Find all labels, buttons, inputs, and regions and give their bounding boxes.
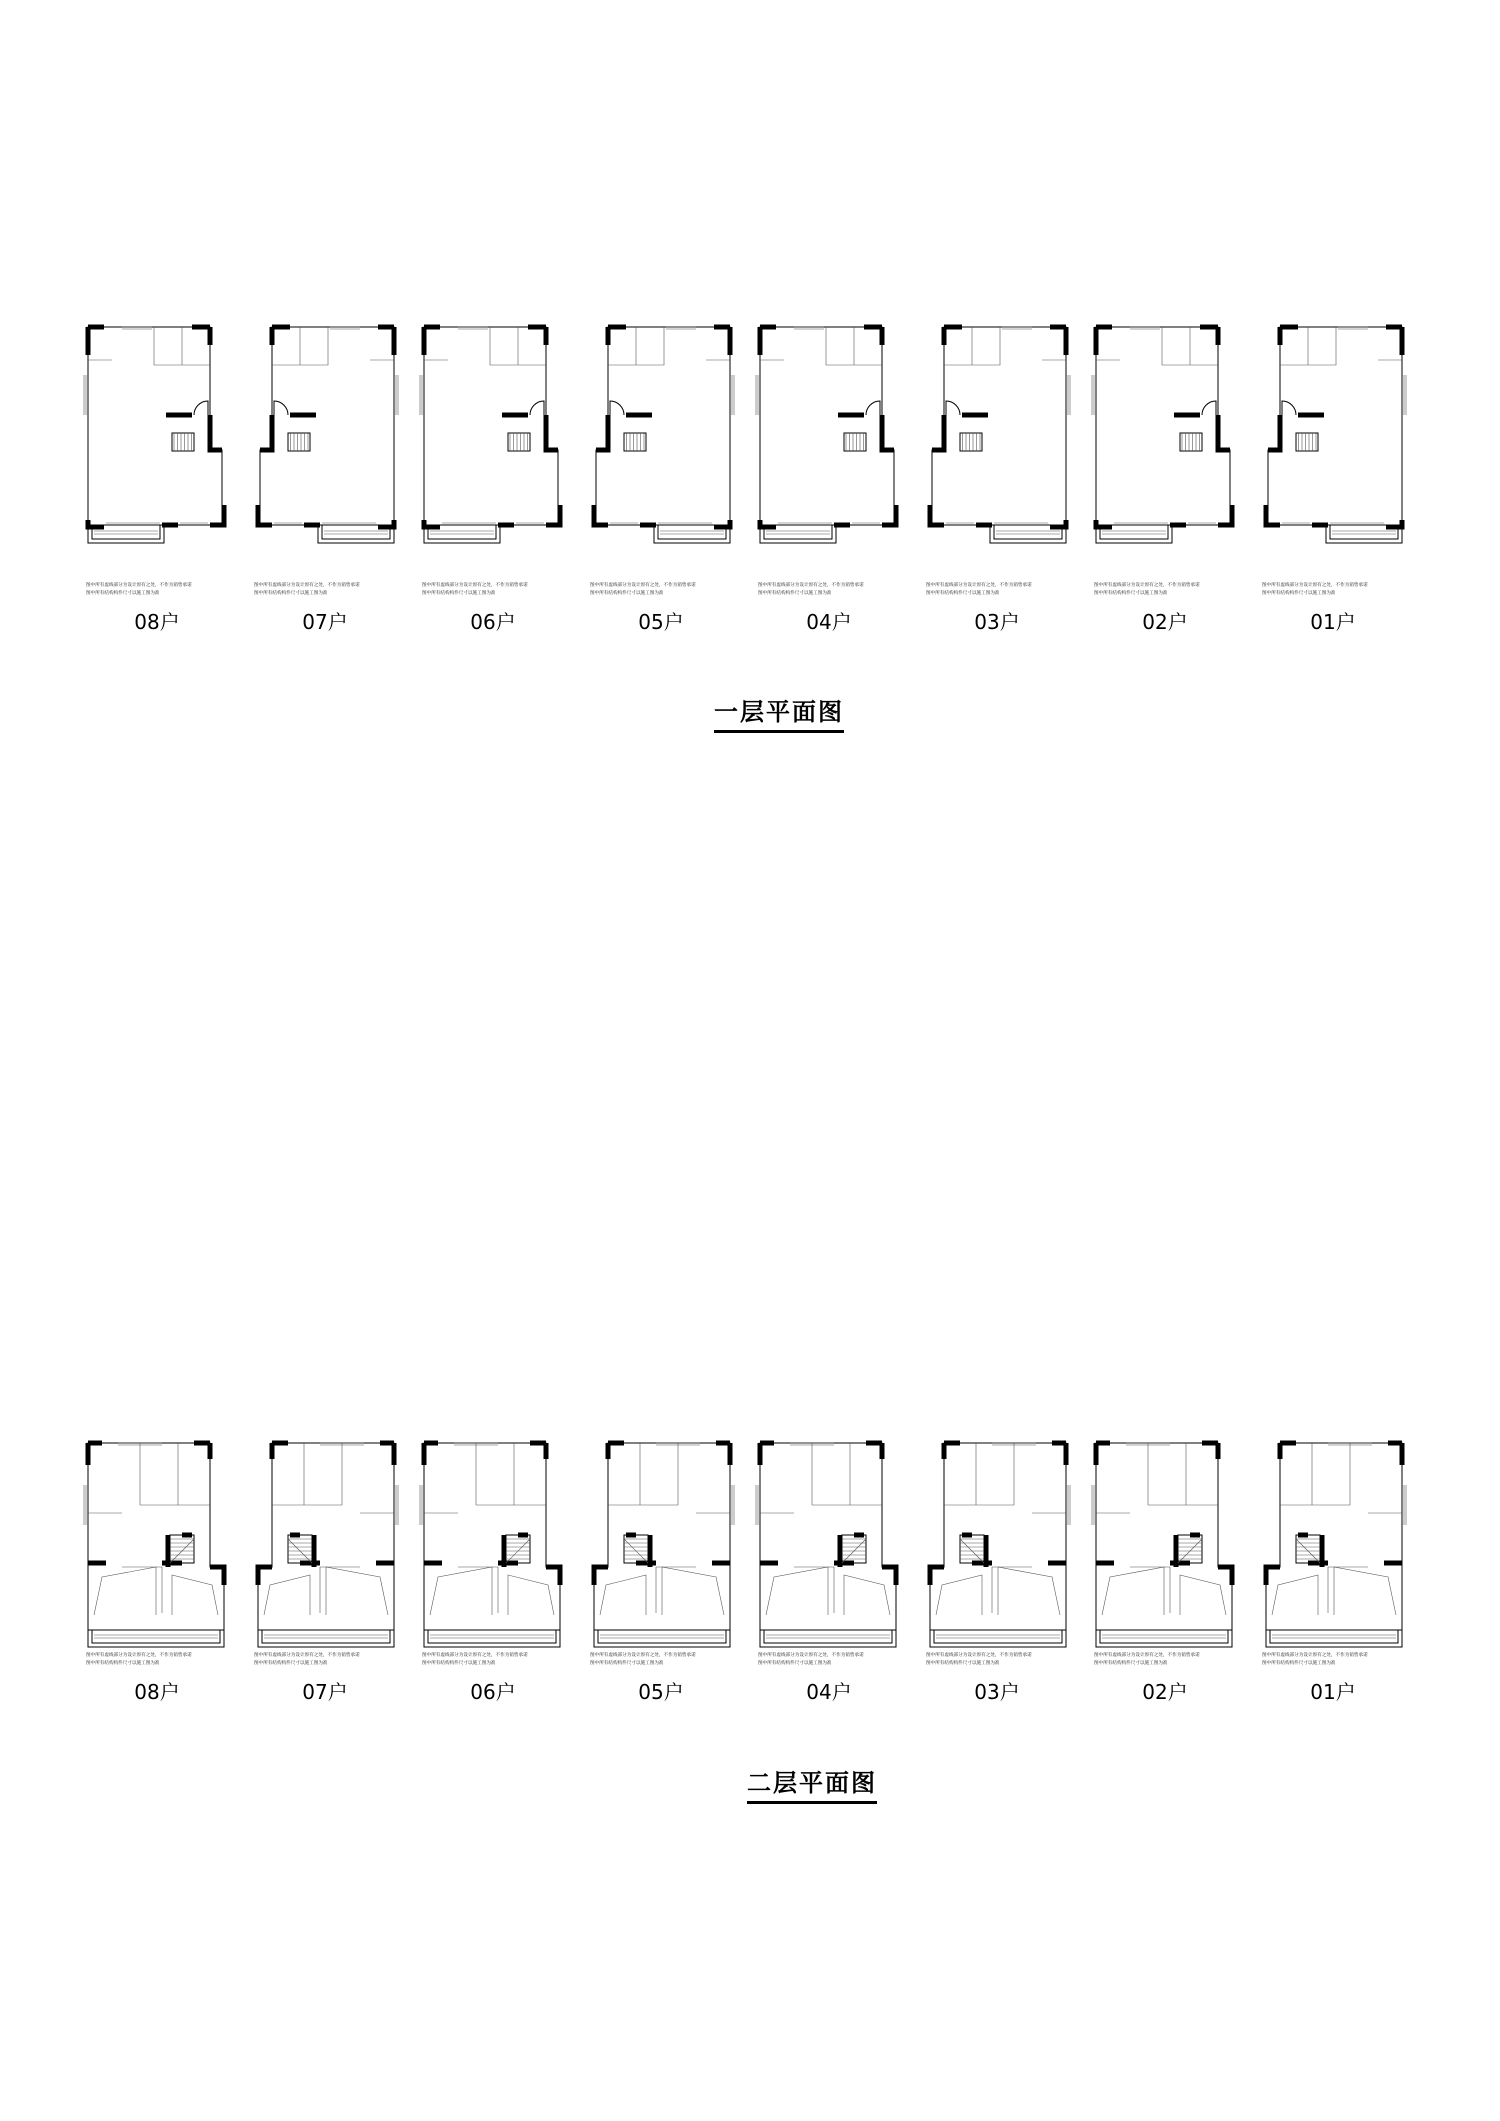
unit-label: 06户 bbox=[470, 610, 516, 634]
unit-note-line: 图中所有虚线部分为设计原有之处，不作为销售承诺 bbox=[590, 583, 696, 588]
unit-note-line: 图中所有结构构件尺寸以施工图为准 bbox=[1262, 591, 1336, 596]
unit-note-line: 图中所有结构构件尺寸以施工图为准 bbox=[254, 1661, 328, 1666]
unit-note-line: 图中所有虚线部分为设计原有之处，不作为销售承诺 bbox=[1262, 583, 1368, 588]
unit-note-line: 图中所有虚线部分为设计原有之处，不作为销售承诺 bbox=[1094, 583, 1200, 588]
unit-note-line: 图中所有结构构件尺寸以施工图为准 bbox=[758, 1661, 832, 1666]
unit-label: 03户 bbox=[974, 1680, 1020, 1704]
unit-note-line: 图中所有结构构件尺寸以施工图为准 bbox=[422, 591, 496, 596]
floor-plan-drawing bbox=[754, 1435, 904, 1670]
floor-plan-drawing bbox=[418, 315, 568, 550]
floor-title: 二层平面图 bbox=[747, 1763, 877, 1804]
unit-note-line: 图中所有虚线部分为设计原有之处，不作为销售承诺 bbox=[758, 1653, 864, 1658]
unit-note bbox=[590, 1652, 740, 1668]
unit-plan bbox=[418, 315, 568, 655]
unit-note-line: 图中所有虚线部分为设计原有之处，不作为销售承诺 bbox=[1262, 1653, 1368, 1658]
unit-label: 06户 bbox=[470, 1680, 516, 1704]
unit-note-line: 图中所有虚线部分为设计原有之处，不作为销售承诺 bbox=[926, 1653, 1032, 1658]
unit-note bbox=[86, 1652, 236, 1668]
floor-plan-drawing bbox=[250, 315, 400, 550]
floor-plan-drawing bbox=[82, 1435, 232, 1670]
unit-label: 07户 bbox=[302, 1680, 348, 1704]
unit-note-line: 图中所有结构构件尺寸以施工图为准 bbox=[86, 1661, 160, 1666]
unit-note bbox=[1094, 1652, 1244, 1668]
floor-plan-drawing bbox=[922, 1435, 1072, 1670]
floor-plan-drawing bbox=[82, 315, 232, 550]
unit-plan bbox=[418, 1435, 568, 1775]
unit-note-line: 图中所有结构构件尺寸以施工图为准 bbox=[1262, 1661, 1336, 1666]
unit-plan bbox=[1090, 1435, 1240, 1775]
floor-plan-drawing bbox=[586, 1435, 736, 1670]
unit-label: 08户 bbox=[134, 610, 180, 634]
unit-note-line: 图中所有结构构件尺寸以施工图为准 bbox=[1094, 1661, 1168, 1666]
unit-note bbox=[254, 582, 404, 598]
unit-plan bbox=[754, 315, 904, 655]
floor-plan-drawing bbox=[1258, 315, 1408, 550]
unit-note-line: 图中所有虚线部分为设计原有之处，不作为销售承诺 bbox=[254, 1653, 360, 1658]
floor-plan-drawing bbox=[1258, 1435, 1408, 1670]
unit-note bbox=[926, 582, 1076, 598]
unit-note-line: 图中所有虚线部分为设计原有之处，不作为销售承诺 bbox=[86, 1653, 192, 1658]
unit-label: 04户 bbox=[806, 610, 852, 634]
unit-plan bbox=[1258, 315, 1408, 655]
unit-label: 08户 bbox=[134, 1680, 180, 1704]
unit-plan bbox=[586, 1435, 736, 1775]
unit-plan bbox=[922, 315, 1072, 655]
unit-plan bbox=[82, 315, 232, 655]
unit-plan bbox=[754, 1435, 904, 1775]
unit-note bbox=[86, 582, 236, 598]
unit-note bbox=[1262, 1652, 1412, 1668]
floor-plan-drawing bbox=[754, 315, 904, 550]
unit-note bbox=[1262, 582, 1412, 598]
floor-plan-drawing bbox=[418, 1435, 568, 1670]
unit-note-line: 图中所有结构构件尺寸以施工图为准 bbox=[926, 591, 1000, 596]
unit-note-line: 图中所有虚线部分为设计原有之处，不作为销售承诺 bbox=[758, 583, 864, 588]
unit-label: 01户 bbox=[1310, 610, 1356, 634]
unit-plan bbox=[250, 315, 400, 655]
unit-label: 02户 bbox=[1142, 610, 1188, 634]
unit-note-line: 图中所有结构构件尺寸以施工图为准 bbox=[758, 591, 832, 596]
floor-plan-drawing bbox=[250, 1435, 400, 1670]
unit-note bbox=[758, 1652, 908, 1668]
unit-note-line: 图中所有虚线部分为设计原有之处，不作为销售承诺 bbox=[1094, 1653, 1200, 1658]
unit-note-line: 图中所有结构构件尺寸以施工图为准 bbox=[590, 591, 664, 596]
floor-title: 一层平面图 bbox=[714, 692, 844, 733]
unit-note-line: 图中所有结构构件尺寸以施工图为准 bbox=[1094, 591, 1168, 596]
unit-plan bbox=[82, 1435, 232, 1775]
unit-note bbox=[254, 1652, 404, 1668]
unit-note-line: 图中所有虚线部分为设计原有之处，不作为销售承诺 bbox=[422, 583, 528, 588]
floor-plan-drawing bbox=[922, 315, 1072, 550]
unit-note-line: 图中所有虚线部分为设计原有之处，不作为销售承诺 bbox=[254, 583, 360, 588]
unit-note-line: 图中所有虚线部分为设计原有之处，不作为销售承诺 bbox=[422, 1653, 528, 1658]
unit-label: 07户 bbox=[302, 610, 348, 634]
unit-note bbox=[422, 1652, 572, 1668]
unit-plan bbox=[250, 1435, 400, 1775]
unit-note bbox=[590, 582, 740, 598]
unit-note-line: 图中所有结构构件尺寸以施工图为准 bbox=[926, 1661, 1000, 1666]
unit-label: 05户 bbox=[638, 610, 684, 634]
floor-plan-drawing bbox=[1090, 315, 1240, 550]
unit-note-line: 图中所有虚线部分为设计原有之处，不作为销售承诺 bbox=[926, 583, 1032, 588]
unit-note-line: 图中所有结构构件尺寸以施工图为准 bbox=[254, 591, 328, 596]
unit-label: 05户 bbox=[638, 1680, 684, 1704]
unit-label: 02户 bbox=[1142, 1680, 1188, 1704]
unit-label: 04户 bbox=[806, 1680, 852, 1704]
floor-plan-drawing bbox=[1090, 1435, 1240, 1670]
unit-note-line: 图中所有结构构件尺寸以施工图为准 bbox=[422, 1661, 496, 1666]
floor-plan-drawing bbox=[586, 315, 736, 550]
unit-note-line: 图中所有虚线部分为设计原有之处，不作为销售承诺 bbox=[590, 1653, 696, 1658]
unit-note bbox=[926, 1652, 1076, 1668]
unit-plan bbox=[1258, 1435, 1408, 1775]
unit-plan bbox=[922, 1435, 1072, 1775]
unit-label: 01户 bbox=[1310, 1680, 1356, 1704]
unit-note bbox=[1094, 582, 1244, 598]
unit-note bbox=[758, 582, 908, 598]
unit-note bbox=[422, 582, 572, 598]
unit-label: 03户 bbox=[974, 610, 1020, 634]
unit-note-line: 图中所有结构构件尺寸以施工图为准 bbox=[590, 1661, 664, 1666]
unit-plan bbox=[1090, 315, 1240, 655]
unit-plan bbox=[586, 315, 736, 655]
unit-note-line: 图中所有结构构件尺寸以施工图为准 bbox=[86, 591, 160, 596]
unit-note-line: 图中所有虚线部分为设计原有之处，不作为销售承诺 bbox=[86, 583, 192, 588]
